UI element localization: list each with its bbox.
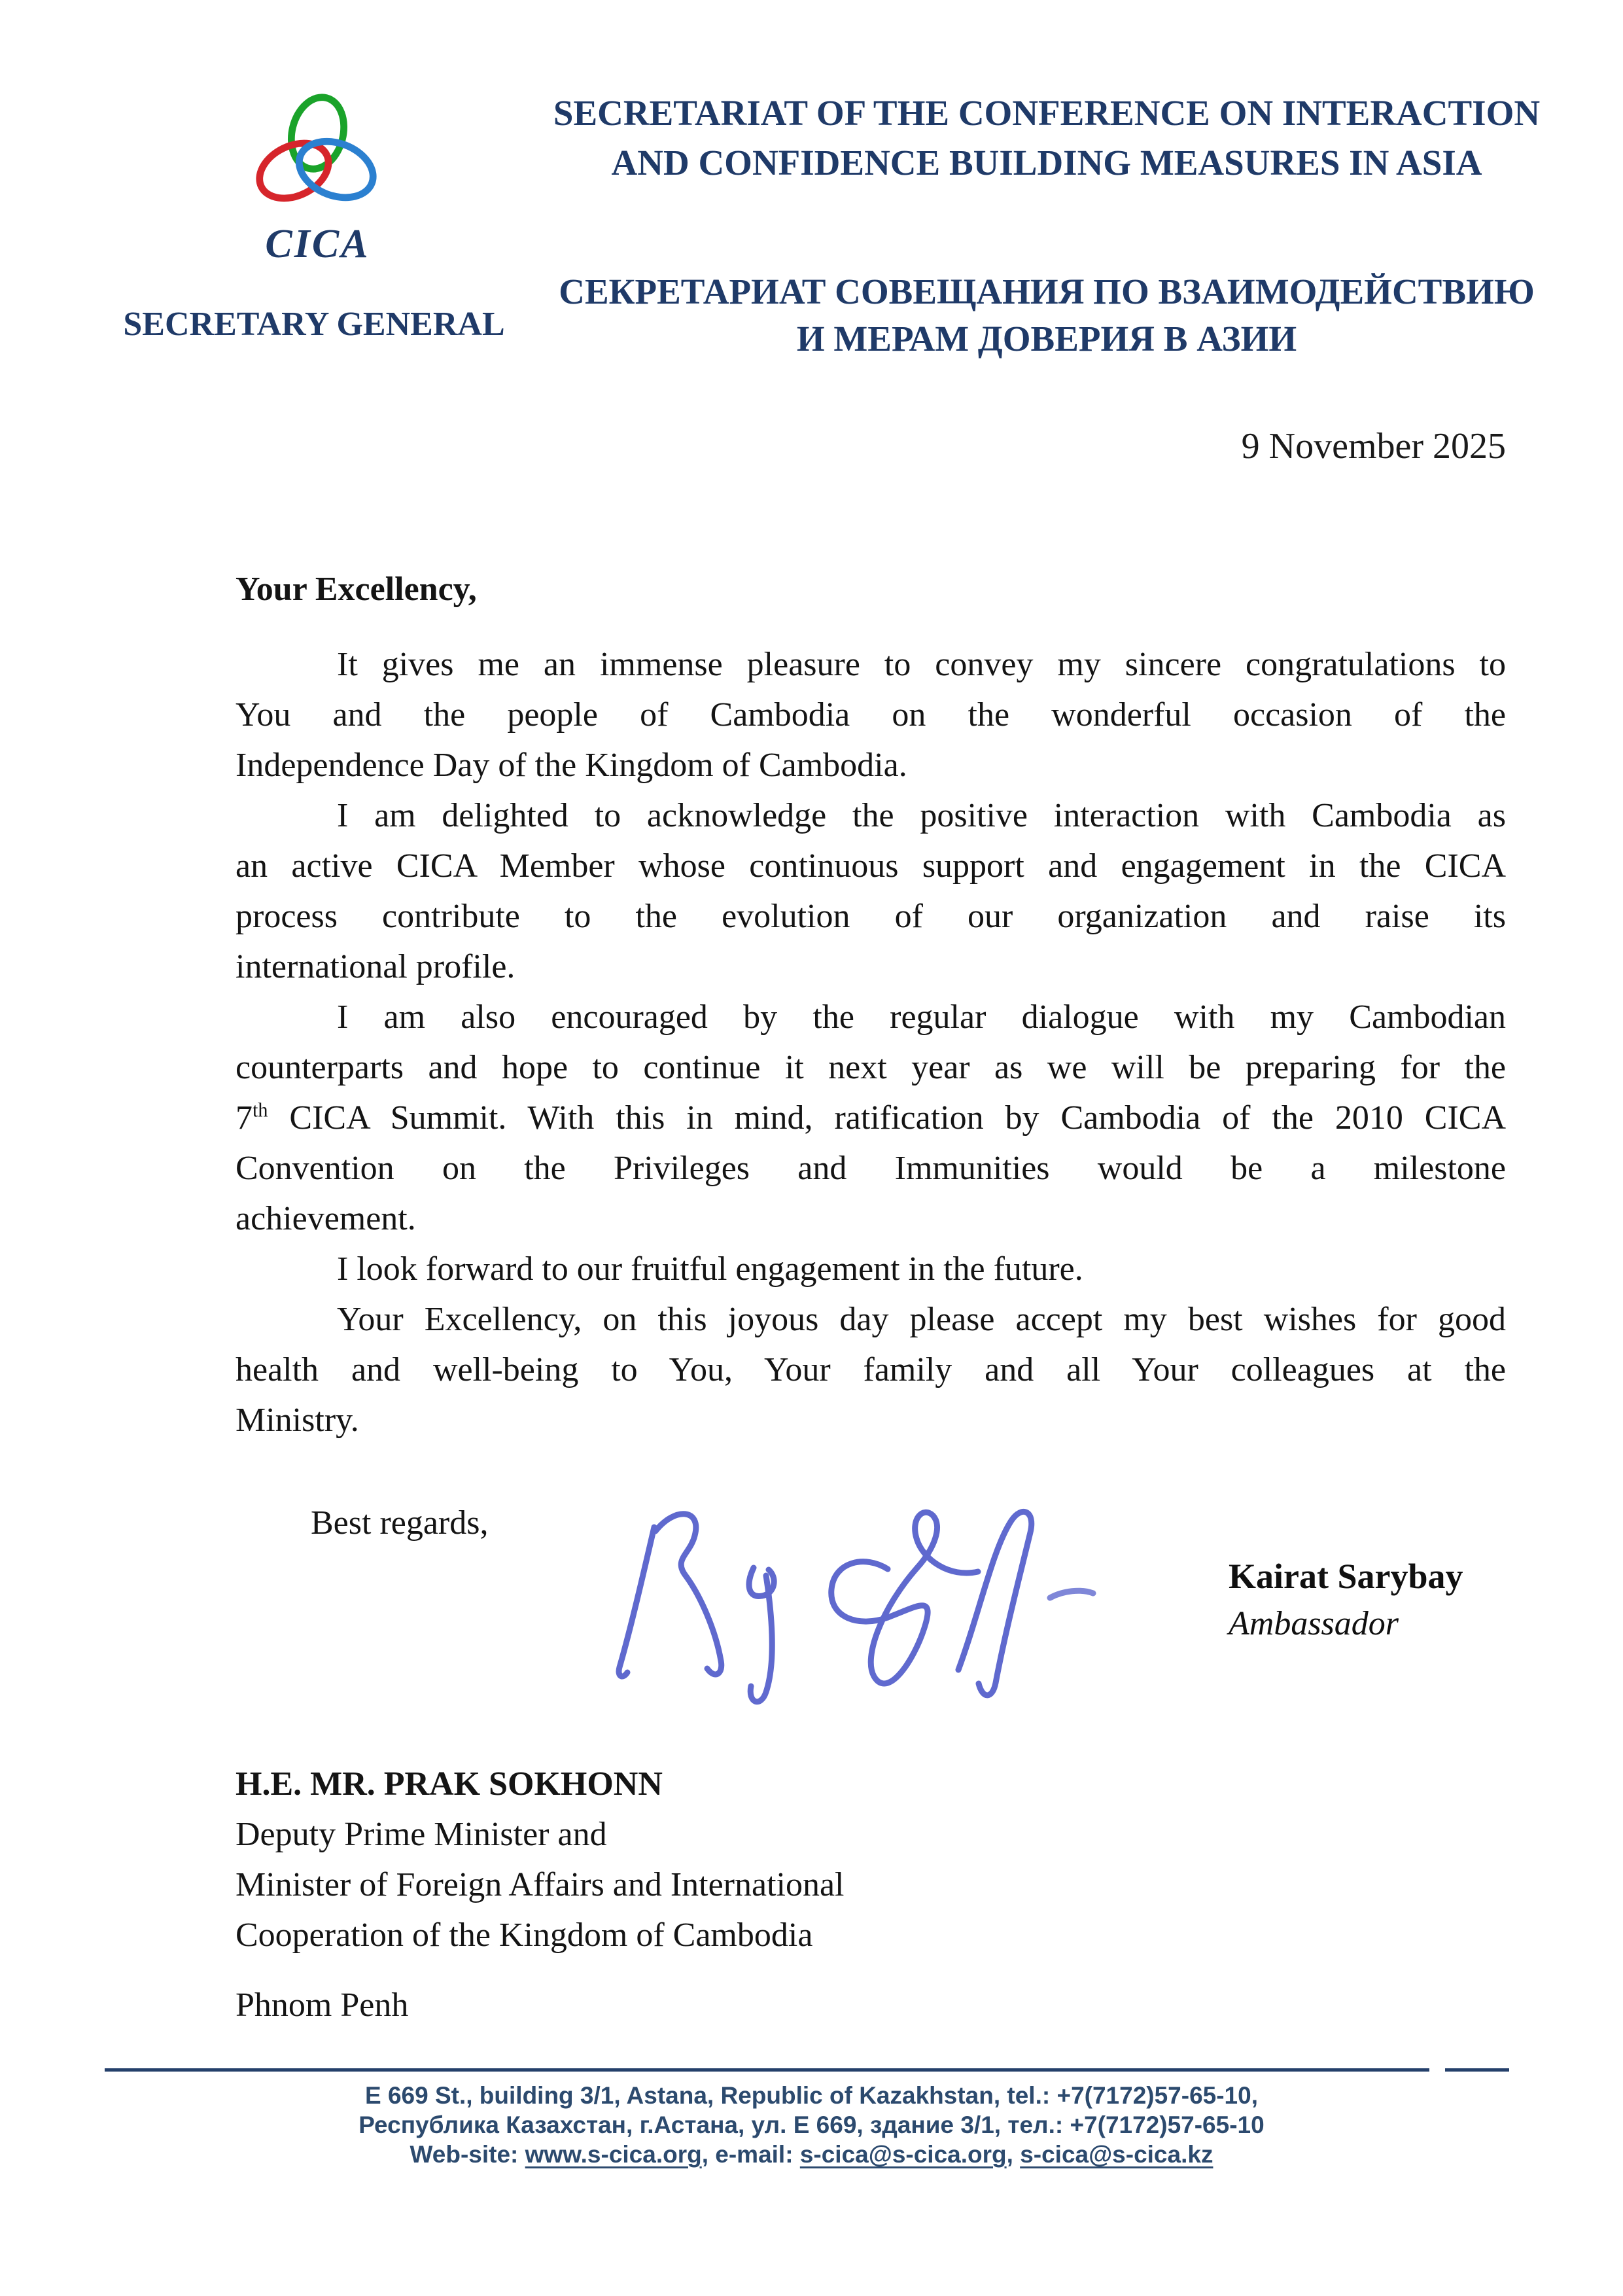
recipient-name: H.E. MR. PRAK SOKHONN xyxy=(236,1765,663,1803)
body-line: I look forward to our fruitful engagement in the future. xyxy=(337,1250,1083,1288)
logo-green-ring xyxy=(284,94,351,175)
recipient-block xyxy=(236,1759,845,2030)
footer-address-en: E 669 St., building 3/1, Astana, Republic of Kazakhstan, tel.: +7(7172)57-65-10, xyxy=(365,2082,1258,2109)
letter-date: 9 November 2025 xyxy=(1241,426,1506,467)
body-line: Convention on the Privileges and Immunities would be a milestone xyxy=(236,1150,1506,1187)
body-line: an active CICA Member whose continuous support and engagement in the CICA xyxy=(236,847,1506,885)
body-line: I am also encouraged by the regular dialogue with my Cambodian xyxy=(337,998,1506,1036)
paragraph xyxy=(236,790,1506,992)
salutation: Your Excellency, xyxy=(236,571,477,608)
paragraph xyxy=(236,639,1506,790)
secretariat-title-ru-line1: СЕКРЕТАРИАТ СОВЕЩАНИЯ ПО ВЗАИМОДЕЙСТВИЮ xyxy=(559,272,1535,311)
signature-stroke xyxy=(655,1514,722,1674)
recipient-title-line: Minister of Foreign Affairs and International xyxy=(236,1866,845,1903)
footer xyxy=(0,2081,1623,2169)
footer-text: , xyxy=(1006,2141,1021,2168)
body-line: 7th CICA Summit. With this in mind, ratification by Cambodia of the 2010 CICA xyxy=(236,1099,1506,1137)
body-line: achievement. xyxy=(236,1200,416,1237)
closing-regards: Best regards, xyxy=(311,1504,489,1542)
superscript: th xyxy=(253,1099,268,1122)
signature-stroke xyxy=(958,1511,1032,1695)
signature-image xyxy=(592,1472,1109,1721)
paragraph xyxy=(236,992,1506,1244)
footer-link[interactable]: s-cica@s-cica.org xyxy=(799,2141,1007,2168)
body-line: international profile. xyxy=(236,948,515,985)
signature-stroke xyxy=(619,1527,654,1676)
footer-link[interactable]: www.s-cica.org xyxy=(525,2141,702,2168)
footer-address-ru: Республика Казахстан, г.Астана, ул. Е 669, здание 3/1, тел.: +7(7172)57-65-10 xyxy=(358,2111,1265,2138)
paragraph xyxy=(236,1294,1506,1445)
secretariat-title-ru-line2: И МЕРАМ ДОВЕРИЯ В АЗИИ xyxy=(796,319,1297,359)
body-line: It gives me an immense pleasure to convey my sincere congratulations to xyxy=(337,646,1506,683)
footer-link[interactable]: s-cica@s-cica.kz xyxy=(1020,2141,1213,2168)
body-line: Your Excellency, on this joyous day please accept my best wishes for good xyxy=(337,1301,1506,1338)
footer-text: , e-mail: xyxy=(701,2141,800,2168)
body-line: Ministry. xyxy=(236,1402,359,1439)
secretary-general-title: SECRETARY GENERAL xyxy=(123,306,505,343)
secretariat-title-en xyxy=(530,88,1563,188)
footer-divider-segment xyxy=(1445,2068,1509,2072)
recipient-title-line: Cooperation of the Kingdom of Cambodia xyxy=(236,1916,813,1954)
paragraph xyxy=(236,1244,1506,1294)
secretariat-title-en-line2: AND CONFIDENCE BUILDING MEASURES IN ASIA xyxy=(611,143,1482,183)
secretariat-title-en-line1: SECRETARIAT OF THE CONFERENCE ON INTERACTION xyxy=(553,93,1541,133)
body-line: I am delighted to acknowledge the positive interaction with Cambodia as xyxy=(337,797,1506,834)
footer-divider xyxy=(105,2068,1429,2072)
signer-title: Ambassador xyxy=(1229,1605,1399,1642)
body-line: process contribute to the evolution of our organization and raise its xyxy=(236,898,1506,935)
logo-wordmark: CICA xyxy=(265,222,370,266)
body-line: health and well-being to You, Your family and all Your colleagues at the xyxy=(236,1351,1506,1388)
letter-paragraphs xyxy=(236,639,1506,1445)
letter-body xyxy=(236,564,1506,1445)
footer-contacts xyxy=(0,2140,1623,2169)
secretariat-title-ru xyxy=(530,268,1563,362)
signature-stroke xyxy=(1050,1591,1093,1598)
signer-name: Kairat Sarybay xyxy=(1229,1557,1463,1596)
footer-text: Web-site: xyxy=(410,2141,525,2168)
body-line: Independence Day of the Kingdom of Cambodia. xyxy=(236,747,907,784)
signature-stroke xyxy=(831,1562,888,1621)
cica-logo-icon xyxy=(254,94,381,221)
body-line: counterparts and hope to continue it next year as we will be preparing for the xyxy=(236,1049,1506,1086)
recipient-city: Phnom Penh xyxy=(236,1987,409,2024)
recipient-title-line: Deputy Prime Minister and xyxy=(236,1816,607,1853)
body-line: You and the people of Cambodia on the wonderful occasion of the xyxy=(236,696,1506,733)
